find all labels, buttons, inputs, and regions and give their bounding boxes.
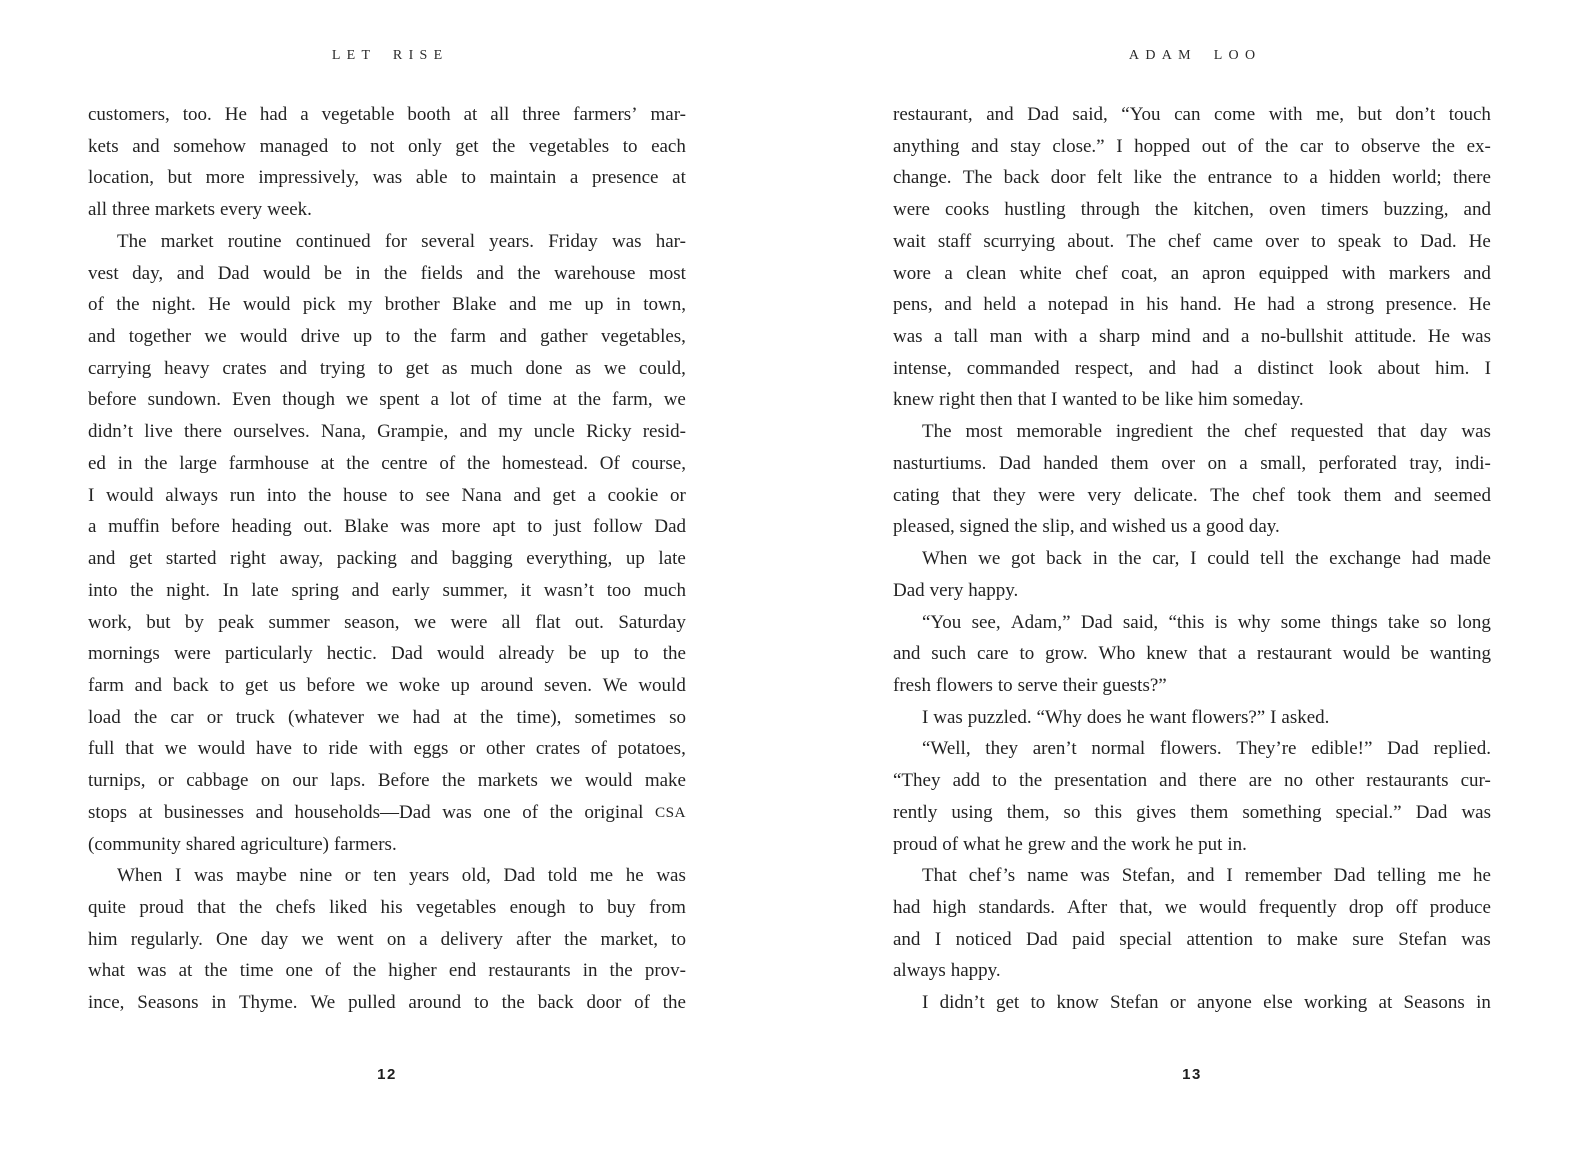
body-text-right: [893, 99, 1491, 1019]
text-line: Dad very happy.: [893, 579, 1019, 601]
text-line: “Well, they aren’t normal flowers. They’re edible!” Dad replied.: [922, 738, 1491, 760]
text-line: wore a clean white chef coat, an apron equipped with markers and: [893, 262, 1491, 284]
text-line: (community shared agriculture) farmers.: [88, 833, 397, 855]
page-right: [893, 0, 1491, 1170]
text-line: I would always run into the house to see Nana and get a cookie or: [88, 484, 686, 506]
text-line: pleased, signed the slip, and wished us a good day.: [893, 516, 1280, 538]
text-line: “You see, Adam,” Dad said, “this is why some things take so long: [922, 611, 1491, 633]
text-line: ed in the large farmhouse at the centre of the homestead. Of course,: [88, 452, 686, 474]
text-line: proud of what he grew and the work he put in.: [893, 833, 1247, 855]
text-line: turnips, or cabbage on our laps. Before the markets we would make: [88, 770, 686, 792]
text-line: didn’t live there ourselves. Nana, Grampie, and my uncle Ricky resid-: [88, 421, 686, 443]
text-line: work, but by peak summer season, we were all flat out. Saturday: [88, 611, 686, 633]
text-line: When I was maybe nine or ten years old, Dad told me he was: [117, 865, 686, 887]
page-left: [88, 0, 686, 1170]
running-head-right: ADAM LOO: [1128, 48, 1262, 63]
text-line: I didn’t get to know Stefan or anyone else working at Seasons in: [922, 992, 1491, 1014]
text-line: pens, and held a notepad in his hand. He had a strong presence. He: [893, 294, 1491, 316]
text-line: stops at businesses and households—Dad was one of the original CSA: [88, 801, 686, 823]
running-head-left: LET RISE: [331, 48, 449, 63]
text-line: cating that they were very delicate. The chef took them and seemed: [893, 484, 1491, 506]
text-line: restaurant, and Dad said, “You can come with me, but don’t touch: [893, 104, 1491, 125]
text-line: I was puzzled. “Why does he want flowers?” I asked.: [922, 706, 1330, 728]
text-line: The most memorable ingredient the chef requested that day was: [922, 421, 1491, 443]
text-line: carrying heavy crates and trying to get as much done as we could,: [88, 357, 686, 379]
text-line: knew right then that I wanted to be like him someday.: [893, 389, 1304, 411]
text-line: before sundown. Even though we spent a lot of time at the farm, we: [88, 389, 686, 411]
text-line: always happy.: [893, 960, 1001, 982]
text-line: farm and back to get us before we woke up around seven. We would: [88, 674, 686, 696]
text-line: customers, too. He had a vegetable booth at all three farmers’ mar-: [88, 104, 686, 125]
text-line: intense, commanded respect, and had a distinct look about him. I: [893, 357, 1491, 379]
text-line: was a tall man with a sharp mind and a no-bullshit attitude. He was: [893, 326, 1491, 348]
text-line: and such care to grow. Who knew that a restaurant would be wanting: [893, 643, 1491, 665]
text-line: what was at the time one of the higher end restaurants in the prov-: [88, 960, 686, 982]
text-line: ince, Seasons in Thyme. We pulled around to the back door of the: [88, 992, 686, 1014]
text-line: kets and somehow managed to not only get the vegetables to each: [88, 135, 686, 157]
text-line: rently using them, so this gives them something special.” Dad was: [893, 801, 1491, 823]
text-line: “They add to the presentation and there are no other restaurants cur-: [893, 770, 1491, 792]
page-number-left: 12: [377, 1066, 397, 1083]
body-text-left: [88, 99, 686, 1019]
text-line: wait staff scurrying about. The chef came over to speak to Dad. He: [893, 230, 1491, 252]
text-line: anything and stay close.” I hopped out of the car to observe the ex-: [893, 135, 1491, 157]
text-line: mornings were particularly hectic. Dad would already be up to the: [88, 643, 686, 665]
text-line: him regularly. One day we went on a delivery after the market, to: [88, 928, 686, 950]
text-line: and get started right away, packing and bagging everything, up late: [88, 548, 686, 570]
text-line: When we got back in the car, I could tell the exchange had made: [922, 548, 1491, 570]
text-line: had high standards. After that, we would frequently drop off produce: [893, 896, 1491, 918]
text-line: and together we would drive up to the farm and gather vegetables,: [88, 326, 686, 348]
text-line: a muffin before heading out. Blake was more apt to just follow Dad: [88, 516, 686, 538]
text-line: all three markets every week.: [88, 199, 312, 221]
page-number-right: 13: [1182, 1066, 1202, 1083]
text-line: load the car or truck (whatever we had at the time), sometimes so: [88, 706, 686, 728]
text-line: fresh flowers to serve their guests?”: [893, 674, 1167, 696]
text-line: quite proud that the chefs liked his vegetables enough to buy from: [88, 896, 686, 918]
text-line: into the night. In late spring and early summer, it wasn’t too much: [88, 579, 686, 601]
text-line: full that we would have to ride with eggs or other crates of potatoes,: [88, 738, 686, 760]
text-line: That chef’s name was Stefan, and I remember Dad telling me he: [922, 865, 1491, 887]
text-line: of the night. He would pick my brother Blake and me up in town,: [88, 294, 686, 316]
text-line: change. The back door felt like the entrance to a hidden world; there: [893, 167, 1491, 189]
text-line: nasturtiums. Dad handed them over on a small, perforated tray, indi-: [893, 452, 1491, 474]
text-line: and I noticed Dad paid special attention to make sure Stefan was: [893, 928, 1491, 950]
text-line: The market routine continued for several years. Friday was har-: [117, 230, 686, 252]
text-line: location, but more impressively, was able to maintain a presence at: [88, 167, 686, 189]
text-line: were cooks hustling through the kitchen, oven timers buzzing, and: [893, 199, 1491, 221]
text-line: vest day, and Dad would be in the fields and the warehouse most: [88, 262, 686, 284]
